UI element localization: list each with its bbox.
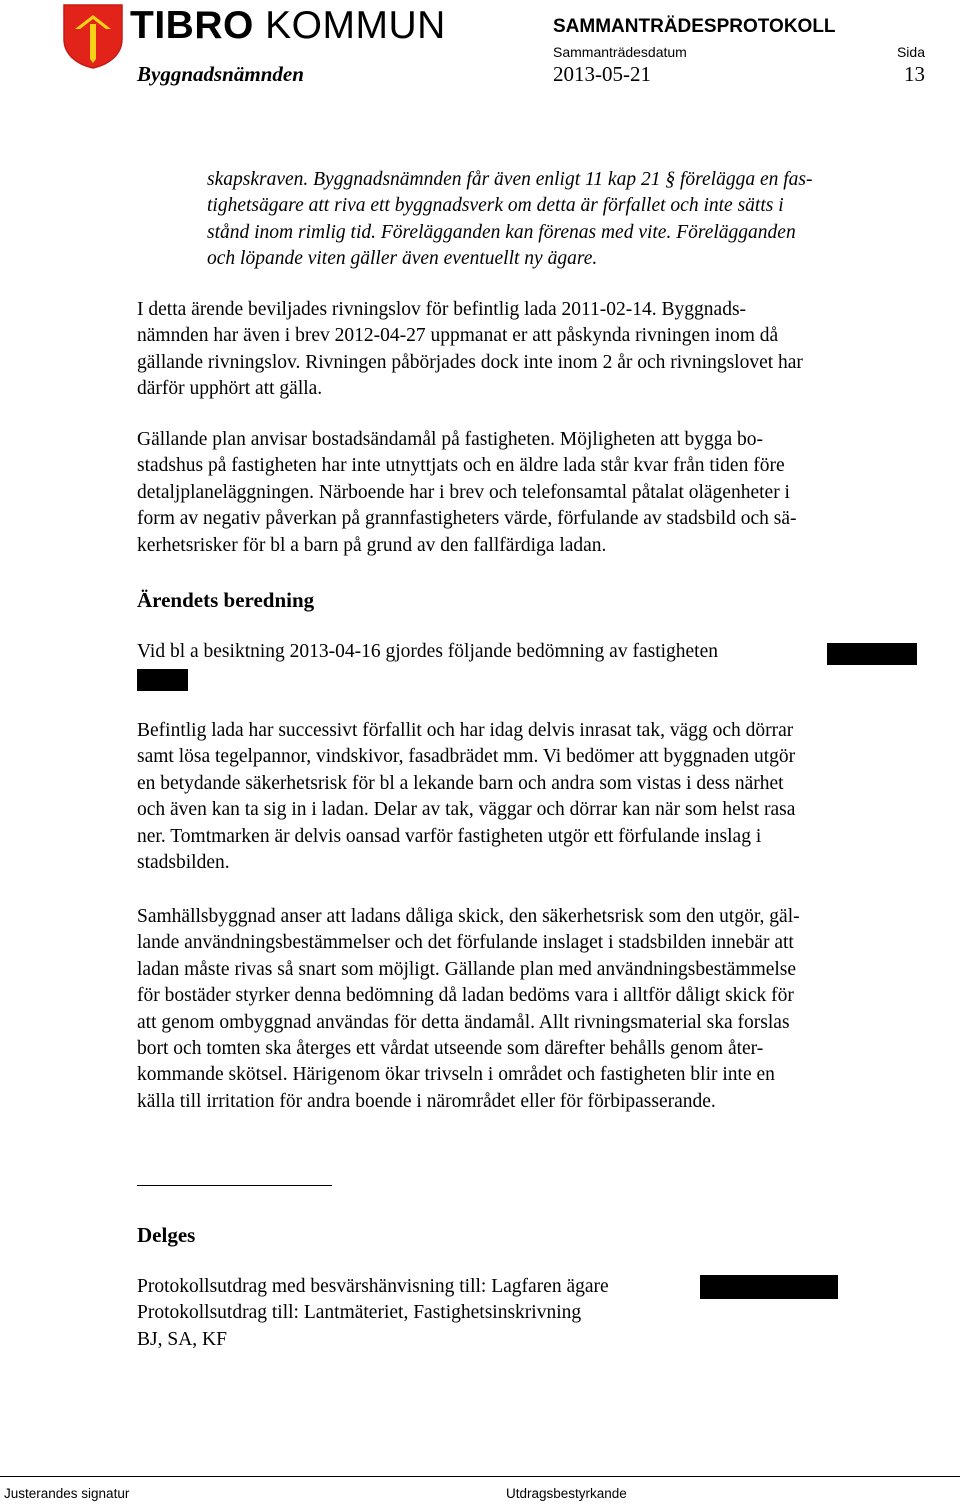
- text-line: Befintlig lada har successivt förfallit och har idag delvis inrasat tak, vägg och dörrar: [137, 720, 794, 741]
- text-line: bort och tomten ska återges ett vårdat utseende som därefter behålls genom åter-: [137, 1038, 764, 1060]
- text-line: för bostäder styrker denna bedömning då ladan bedöms vara i alltför dåligt skick för: [137, 985, 794, 1007]
- text-line: gällande rivningslov. Rivningen påbörjades dock inte inom 2 år och rivningslovet har: [137, 351, 803, 373]
- text-line: att genom ombyggnad användas för detta ändamål. Allt rivningsmaterial ska forslas: [137, 1011, 790, 1033]
- list-item: BJ, SA, KF: [137, 1328, 227, 1350]
- list-item: Protokollsutdrag till: Lantmäteriet, Fastighetsinskrivning: [137, 1302, 582, 1324]
- text-line: samt lösa tegelpannor, vindskivor, fasadbrädet mm. Vi bedömer att byggnaden utgör: [137, 746, 796, 768]
- paragraph-samhallsbyggnad: [137, 904, 927, 1115]
- text-line: lande användningsbestämmelser och det förfulande inslaget i stadsbilden innebär att: [137, 932, 794, 954]
- tibro-kommun-wordmark: [130, 6, 446, 45]
- text-line: stånd inom rimlig tid. Förelägganden kan förenas med vite. Förelägganden: [207, 221, 796, 243]
- footer-rule: [0, 1476, 960, 1477]
- meeting-date: 2013-05-21: [553, 62, 651, 86]
- italic-paragraph: [207, 167, 927, 273]
- text-line: ner. Tomtmarken är delvis oansad varför fastigheten utgör ett förfulande inslag i: [137, 825, 762, 847]
- text-line: Gällande plan anvisar bostadsändamål på fastigheten. Möjligheten att bygga bo-: [137, 429, 763, 450]
- paragraph-rivningslov: [137, 297, 927, 403]
- text-line: nämnden har även i brev 2012-04-27 uppmanat er att påskynda rivningen inom då: [137, 325, 779, 347]
- text-line: I detta ärende beviljades rivningslov för befintlig lada 2011-02-14. Byggnads-: [137, 299, 747, 320]
- text-line: och löpande viten gäller även eventuellt ny ägare.: [207, 248, 598, 270]
- paragraph-bedomning: [137, 718, 927, 876]
- text-line: kerhetsrisker för bl a barn på grund av den fallfärdiga ladan.: [137, 534, 607, 556]
- extract-certification-label: Utdragsbestyrkande: [506, 1486, 627, 1501]
- text-line: ladan måste rivas så snart som möjligt. Gällande plan med användningsbestämmelse: [137, 958, 797, 980]
- meeting-date-label: Sammanträdesdatum: [553, 44, 687, 60]
- paragraph-plan: [137, 427, 927, 559]
- list-item: Protokollsutdrag med besvärshänvisning till: Lagfaren ägare: [137, 1276, 609, 1297]
- redaction-block: [137, 669, 188, 691]
- redaction-block: [827, 643, 917, 665]
- text-line: tighetsägare att riva ett byggnadsverk om detta är förfallet och inte sätts i: [207, 195, 784, 217]
- tibro-shield-logo: [62, 3, 124, 69]
- paragraph-besiktning: [137, 639, 927, 665]
- text-line: detaljplaneläggningen. Närboende har i brev och telefonsamtal påtalat olägenheter i: [137, 481, 790, 503]
- page-label: Sida: [896, 44, 925, 60]
- logo-suffix: KOMMUN: [265, 4, 446, 47]
- text-line: källa till irritation för andra boende i närområdet eller för förbipasserande.: [137, 1090, 716, 1112]
- text-line: Samhällsbyggnad anser att ladans dåliga skick, den säkerhetsrisk som den utgör, gäl-: [137, 906, 800, 927]
- text-line: skapskraven. Byggnadsnämnden får även enligt 11 kap 21 § förelägga en fas-: [207, 169, 813, 190]
- text-line: Vid bl a besiktning 2013-04-16 gjordes följande bedömning av fastigheten: [137, 641, 719, 662]
- page-number: 13: [904, 62, 925, 86]
- text-line: form av negativ påverkan på grannfastigheters värde, förfulande av stadsbild och sä-: [137, 508, 797, 530]
- document-title: SAMMANTRÄDESPROTOKOLL: [553, 16, 836, 37]
- signature-label: Justerandes signatur: [4, 1486, 130, 1501]
- section-heading-delges: Delges: [137, 1223, 196, 1247]
- text-line: därför upphört att gälla.: [137, 378, 323, 400]
- text-line: stadshus på fastigheten har inte utnyttjats och en äldre lada står kvar från tiden före: [137, 455, 785, 477]
- text-line: kommande skötsel. Härigenom ökar trivseln i området och fastigheten blir inte en: [137, 1064, 775, 1086]
- text-line: en betydande säkerhetsrisk för bl a lekande barn och andra som vistas i dess närhet: [137, 772, 784, 794]
- section-heading-beredning: Ärendets beredning: [137, 588, 315, 612]
- text-line: stadsbilden.: [137, 852, 230, 874]
- text-line: och även kan ta sig in i ladan. Delar av tak, väggar och dörrar kan när som helst rasa: [137, 799, 796, 821]
- committee-name: Byggnadsnämnden: [137, 62, 304, 86]
- redaction-block: [700, 1275, 838, 1299]
- separator-line: [137, 1185, 332, 1186]
- logo-brand: TIBRO: [130, 4, 254, 47]
